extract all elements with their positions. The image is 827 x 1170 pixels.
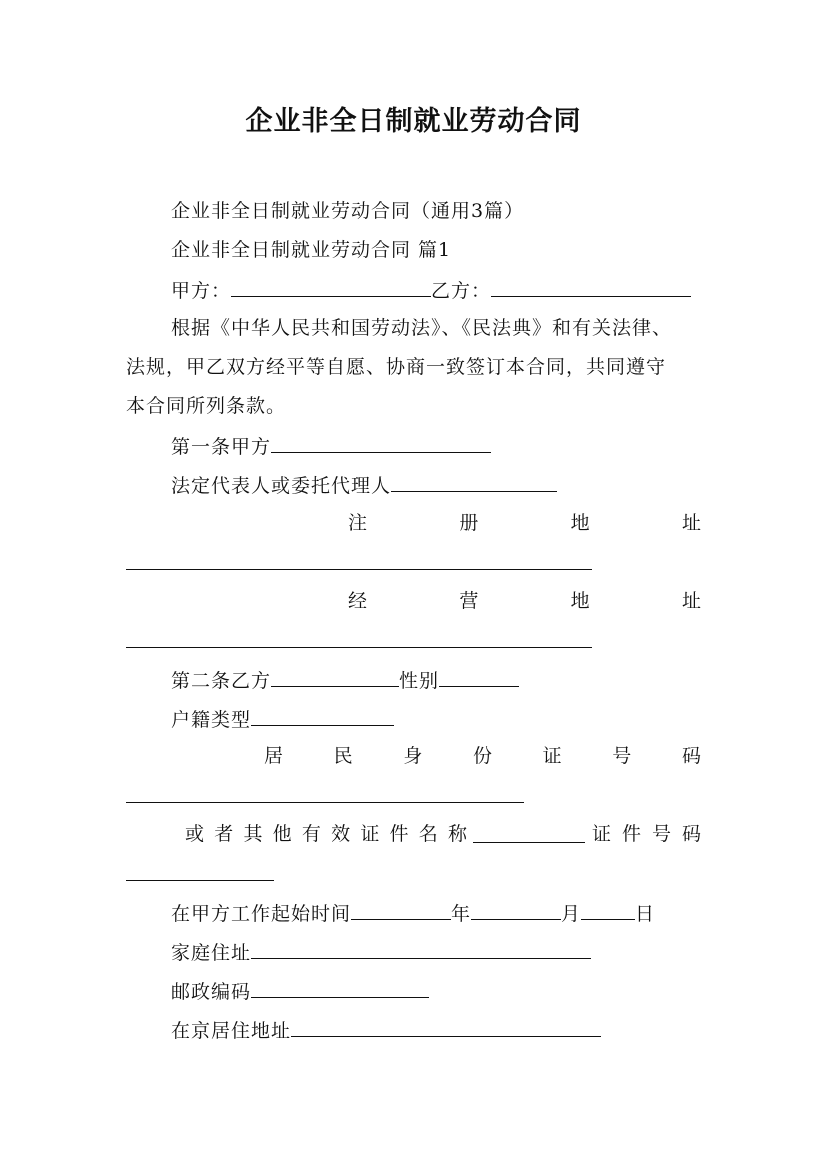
cert-number-blank[interactable] <box>126 880 274 881</box>
business-address-blank[interactable] <box>126 647 592 648</box>
other-cert-name-label: 或 者 其 他 有 效 证 件 名 称 <box>185 823 467 845</box>
subtitle: 企业非全日制就业劳动合同（通用3篇） <box>171 200 525 222</box>
other-cert-name-blank[interactable] <box>473 842 585 843</box>
household-type-label: 户籍类型 <box>171 709 252 731</box>
gender-blank[interactable] <box>439 666 519 687</box>
start-time-label: 在甲方工作起始时间 <box>171 903 352 925</box>
household-type-line <box>171 705 394 733</box>
article-2-label: 第二条乙方 <box>171 670 272 692</box>
day-label: 日 <box>635 903 656 925</box>
section-heading: 企业非全日制就业劳动合同 篇1 <box>171 239 452 261</box>
intro-line-2: 法规，甲乙双方经平等自愿、协商一致签订本合同，共同遵守 <box>126 356 667 378</box>
postal-code-line <box>171 977 429 1005</box>
party-b-blank[interactable] <box>491 276 691 297</box>
home-address-label: 家庭住址 <box>171 942 252 964</box>
legal-rep-label: 法定代表人或委托代理人 <box>171 475 392 497</box>
start-day-blank[interactable] <box>581 899 635 920</box>
gender-label: 性别 <box>399 670 440 692</box>
party-b-label: 乙方： <box>431 280 492 302</box>
month-label: 月 <box>561 903 582 925</box>
registered-address-label: 注 册 地 址 <box>348 512 701 534</box>
party-a-label: 甲方： <box>171 280 232 302</box>
year-label: 年 <box>451 903 472 925</box>
cert-number-label: 证 件 号 码 <box>592 823 701 845</box>
id-number-blank[interactable] <box>126 802 524 803</box>
party-line <box>171 276 691 304</box>
start-month-blank[interactable] <box>471 899 561 920</box>
id-number-label: 居 民 身 份 证 号 码 <box>264 745 701 767</box>
beijing-address-line <box>171 1016 601 1044</box>
home-address-blank[interactable] <box>251 938 591 959</box>
postal-code-label: 邮政编码 <box>171 981 252 1003</box>
postal-code-blank[interactable] <box>251 977 429 998</box>
start-time-line <box>171 899 655 927</box>
start-year-blank[interactable] <box>351 899 451 920</box>
intro-line-1: 根据《中华人民共和国劳动法》、《民法典》和有关法律、 <box>171 317 673 339</box>
legal-rep-blank[interactable] <box>391 471 557 492</box>
party-a-blank[interactable] <box>231 276 431 297</box>
party-a-name-blank[interactable] <box>271 432 491 453</box>
legal-rep-line <box>171 471 557 499</box>
beijing-address-label: 在京居住地址 <box>171 1020 292 1042</box>
party-b-name-blank[interactable] <box>271 666 399 687</box>
document-title: 企业非全日制就业劳动合同 <box>245 106 582 137</box>
beijing-address-blank[interactable] <box>291 1016 601 1037</box>
registered-address-blank[interactable] <box>126 569 592 570</box>
article-1-label: 第一条甲方 <box>171 436 272 458</box>
business-address-label: 经 营 地 址 <box>348 590 701 612</box>
article-2-line <box>171 666 519 694</box>
article-1-line <box>171 432 491 460</box>
home-address-line <box>171 938 591 966</box>
household-type-blank[interactable] <box>251 705 394 726</box>
intro-line-3: 本合同所列条款。 <box>126 395 287 417</box>
